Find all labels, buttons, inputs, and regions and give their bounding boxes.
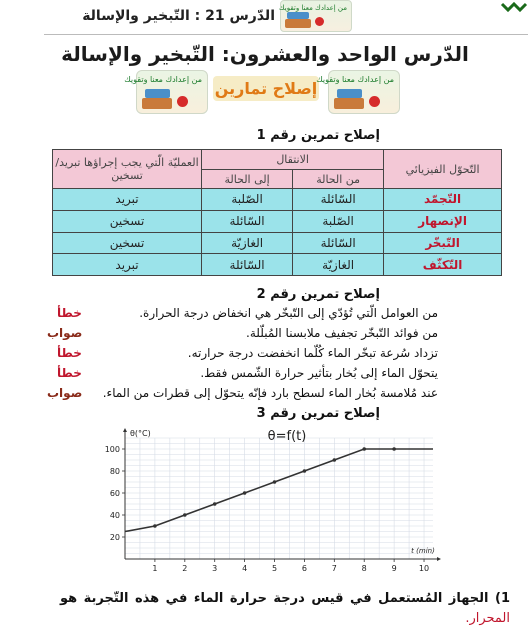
- mark-5: صواب: [47, 386, 83, 400]
- data-point: [392, 447, 396, 451]
- books-icon: [337, 89, 362, 98]
- page-title: الدّرس الواحد والعشرون: التّبخير والإسالة: [61, 42, 469, 66]
- statement-3: تزداد سُرعة تبخّر الماء كُلّما انخفضت درجة حرارته.: [187, 346, 438, 360]
- cell-to: الصّلبة: [202, 189, 293, 211]
- cell-from: السّائلة: [293, 189, 384, 211]
- exercise2-heading: إصلاح تمرين رقم 2: [256, 287, 380, 302]
- x-tick-label: 9: [391, 564, 397, 573]
- statement-1: من العوامل الّتي تُؤدّي إلى التّبخّر هي انخفاض درجة الحرارة.: [139, 306, 438, 320]
- y-tick-label: 20: [109, 533, 120, 542]
- table-row: [53, 189, 502, 211]
- cell-name: الإنصهار: [384, 210, 502, 232]
- data-point: [362, 447, 366, 451]
- x-tick-label: 8: [361, 564, 367, 573]
- x-axis-label: t (min): [411, 547, 435, 555]
- book-icon: [142, 98, 172, 109]
- temperature-graph: [97, 426, 441, 581]
- exercise3-heading: إصلاح تمرين رقم 3: [256, 406, 380, 421]
- books-icon: [287, 12, 309, 19]
- th-transition: الانتقال: [202, 150, 384, 170]
- y-tick-label: 60: [109, 489, 120, 498]
- x-tick-label: 4: [242, 564, 248, 573]
- x-tick-label: 1: [152, 564, 158, 573]
- data-point: [243, 491, 247, 495]
- cell-op: تسخين: [53, 210, 202, 232]
- cell-name: التّجمّد: [384, 189, 502, 211]
- question-number: 1): [495, 591, 510, 606]
- data-point: [183, 513, 187, 517]
- x-tick-label: 2: [182, 564, 188, 573]
- th-transformation: التّحوّل الفيزيائي: [384, 150, 502, 189]
- header-divider: [44, 34, 528, 35]
- header-wave-icon: [500, 0, 530, 14]
- x-axis-arrow: [437, 557, 441, 561]
- y-tick-label: 100: [104, 445, 120, 454]
- statement-2: من فوائد التّبخّر تجفيف ملابسنا المُبلّلة.: [246, 326, 438, 340]
- y-tick-label: 80: [109, 467, 120, 476]
- cell-from: السّائلة: [293, 232, 384, 254]
- th-to-state: إلى الحالة: [202, 170, 293, 189]
- cell-to: السّائلة: [202, 210, 293, 232]
- data-point: [153, 524, 157, 528]
- th-operation: العمليّة الّتي يجب إجراؤها تبريد/تسخين: [53, 150, 202, 189]
- cell-op: تسخين: [53, 232, 202, 254]
- data-point: [273, 480, 277, 484]
- book-icon: [334, 98, 364, 109]
- subtitle: إصلاح تمارين: [213, 76, 319, 101]
- statement-5: عند مُلامسة بُخار الماء لسطح بارد فإنّه يتحوّل إلى قطرات من الماء.: [102, 386, 438, 400]
- y-axis-arrow: [123, 428, 127, 432]
- chart-title: θ=f(t): [267, 429, 307, 444]
- cell-name: التّكثّف: [384, 254, 502, 276]
- table-row: [53, 254, 502, 276]
- cell-op: تبريد: [53, 189, 202, 211]
- x-tick-label: 10: [418, 564, 430, 573]
- logo-right-text: من إعدادك معنا وتقويك: [316, 75, 394, 84]
- data-point: [303, 469, 307, 473]
- cell-to: السّائلة: [202, 254, 293, 276]
- apple-icon: [177, 96, 188, 107]
- exercise1-heading: إصلاح تمرين رقم 1: [256, 128, 380, 143]
- table-row: [53, 232, 502, 254]
- question-1: [60, 589, 510, 629]
- logo-left-text: من إعدادك معنا وتقويك: [124, 75, 202, 84]
- cell-from: الصّلبة: [293, 210, 384, 232]
- data-point: [333, 458, 337, 462]
- x-tick-label: 5: [271, 564, 278, 573]
- cell-name: التّبخّر: [384, 232, 502, 254]
- cell-from: الغازيّة: [293, 254, 384, 276]
- lesson-header: الدّرس 21 : التّبخير والإسالة: [82, 8, 275, 24]
- states-table: [52, 149, 502, 276]
- header-logo-text: من إعدادك معنا وتقويك: [278, 4, 347, 12]
- th-from-state: من الحالة: [293, 170, 384, 189]
- x-tick-label: 6: [301, 564, 307, 573]
- header-logo: [280, 0, 352, 32]
- x-tick-label: 7: [331, 564, 337, 573]
- x-tick-label: 3: [212, 564, 218, 573]
- question-text: الجهاز المُستعمل في قيس درجة حرارة الماء في هذه التّجربة هو: [60, 591, 489, 606]
- apple-icon: [315, 17, 324, 26]
- logo-left: [124, 70, 208, 114]
- cell-to: الغازيّة: [202, 232, 293, 254]
- y-tick-label: 40: [109, 511, 120, 520]
- mark-4: خطأ: [57, 366, 82, 380]
- logo-right: [316, 70, 400, 114]
- apple-icon: [369, 96, 380, 107]
- mark-3: خطأ: [57, 346, 82, 360]
- question-answer: المحرار.: [465, 611, 510, 626]
- statement-4: يتحوّل الماء إلى بُخار بتأثير حرارة الشّمس فقط.: [200, 366, 438, 380]
- books-icon: [145, 89, 170, 98]
- y-axis-label: θ(°C): [130, 429, 151, 438]
- data-point: [213, 502, 217, 506]
- table-row: [53, 210, 502, 232]
- book-icon: [285, 19, 311, 28]
- series-line: [125, 449, 433, 532]
- mark-2: صواب: [47, 326, 83, 340]
- cell-op: تبريد: [53, 254, 202, 276]
- mark-1: خطأ: [57, 306, 82, 320]
